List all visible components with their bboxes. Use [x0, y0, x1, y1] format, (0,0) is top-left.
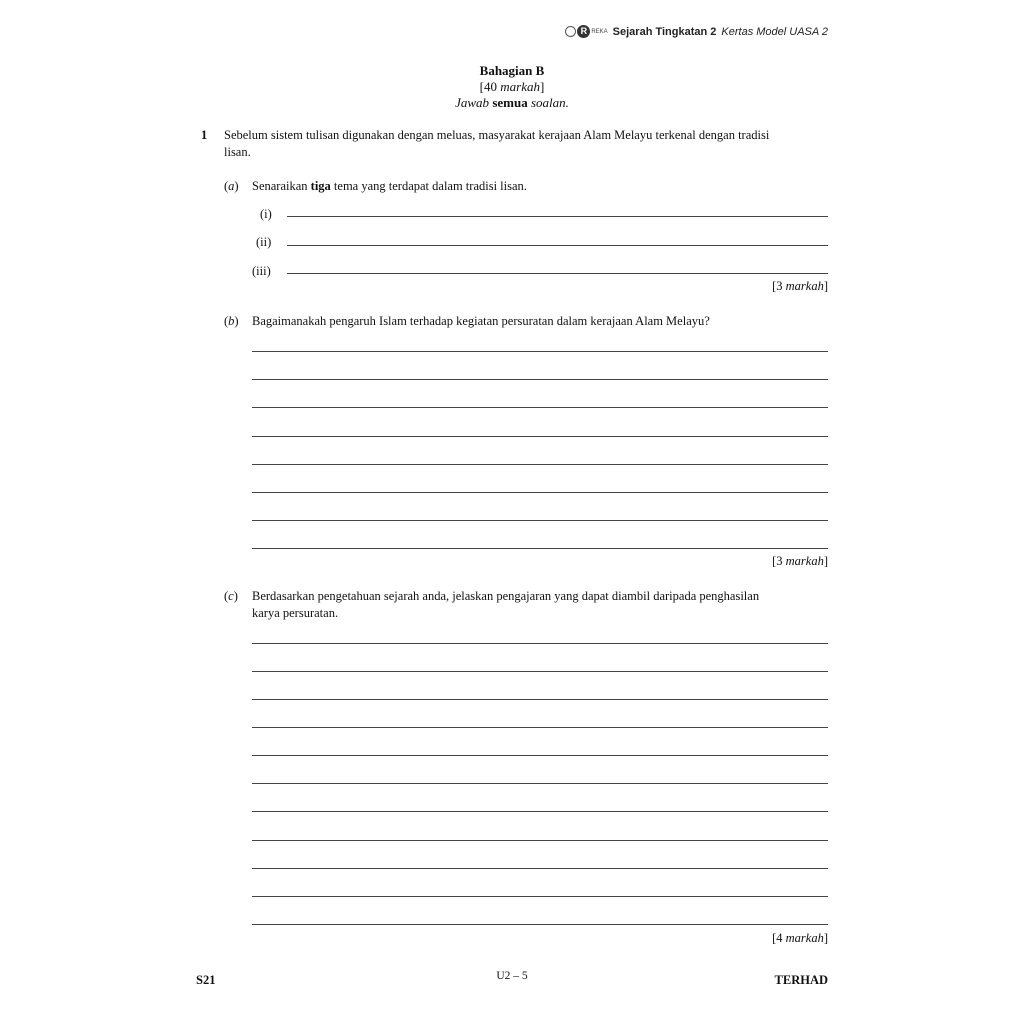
answer-line-c-2[interactable]: [252, 671, 828, 672]
answer-line-c-4[interactable]: [252, 727, 828, 728]
part-c-question-line1: Berdasarkan pengetahuan sejarah anda, jelaskan pengajaran yang dapat diambil daripada penghasilan: [252, 589, 760, 603]
answer-line-c-7[interactable]: [252, 811, 828, 812]
question-stem-line2: lisan.: [224, 145, 251, 159]
answer-line-c-3[interactable]: [252, 699, 828, 700]
part-a-item-i: (i): [260, 207, 272, 221]
part-b-label: (b): [224, 314, 239, 328]
publisher-logo: R REKA: [565, 25, 607, 38]
answer-line-a-i[interactable]: [287, 216, 828, 217]
section-title: Bahagian B: [479, 63, 545, 78]
answer-line-b-3[interactable]: [252, 407, 828, 408]
answer-line-c-9[interactable]: [252, 868, 828, 869]
answer-line-c-11[interactable]: [252, 924, 828, 925]
part-c-label: (c): [224, 589, 238, 603]
answer-line-b-4[interactable]: [252, 436, 828, 437]
question-stem-line1: Sebelum sistem tulisan digunakan dengan meluas, masyarakat kerajaan Alam Melayu terkenal dengan tradisi: [224, 128, 770, 142]
answer-line-a-ii[interactable]: [287, 245, 828, 246]
page-number: U2 – 5: [496, 970, 528, 982]
classification-label: TERHAD: [774, 973, 828, 987]
answer-line-c-5[interactable]: [252, 755, 828, 756]
answer-line-c-10[interactable]: [252, 896, 828, 897]
part-a-item-iii: (iii): [252, 264, 271, 278]
answer-line-b-8[interactable]: [252, 548, 828, 549]
footer-code: S21: [196, 973, 216, 987]
part-a-item-ii: (ii): [256, 235, 272, 249]
answer-line-b-5[interactable]: [252, 464, 828, 465]
part-c-question-line2: karya persuratan.: [252, 606, 339, 620]
answer-line-c-8[interactable]: [252, 840, 828, 841]
part-c-marks: [4 markah]: [772, 931, 828, 945]
part-a-marks: [3 markah]: [772, 279, 828, 293]
part-a-label: (a): [224, 179, 239, 193]
header-paper: Kertas Model UASA 2: [721, 25, 828, 38]
page-header: [565, 25, 828, 38]
section-marks: [40 markah]: [479, 79, 545, 94]
header-subject: Sejarah Tingkatan 2: [612, 25, 717, 38]
section-instruction: Jawab semua soalan.: [455, 95, 569, 110]
answer-line-b-1[interactable]: [252, 351, 828, 352]
answer-line-b-2[interactable]: [252, 379, 828, 380]
question-number: 1: [201, 128, 208, 142]
answer-line-c-1[interactable]: [252, 643, 828, 644]
part-a-question: Senaraikan tiga tema yang terdapat dalam tradisi lisan.: [252, 179, 527, 193]
answer-line-a-iii[interactable]: [287, 273, 828, 274]
part-b-marks: [3 markah]: [772, 554, 828, 568]
answer-line-b-7[interactable]: [252, 520, 828, 521]
answer-line-b-6[interactable]: [252, 492, 828, 493]
part-b-question: Bagaimanakah pengaruh Islam terhadap kegiatan persuratan dalam kerajaan Alam Melayu?: [252, 314, 710, 328]
answer-line-c-6[interactable]: [252, 783, 828, 784]
